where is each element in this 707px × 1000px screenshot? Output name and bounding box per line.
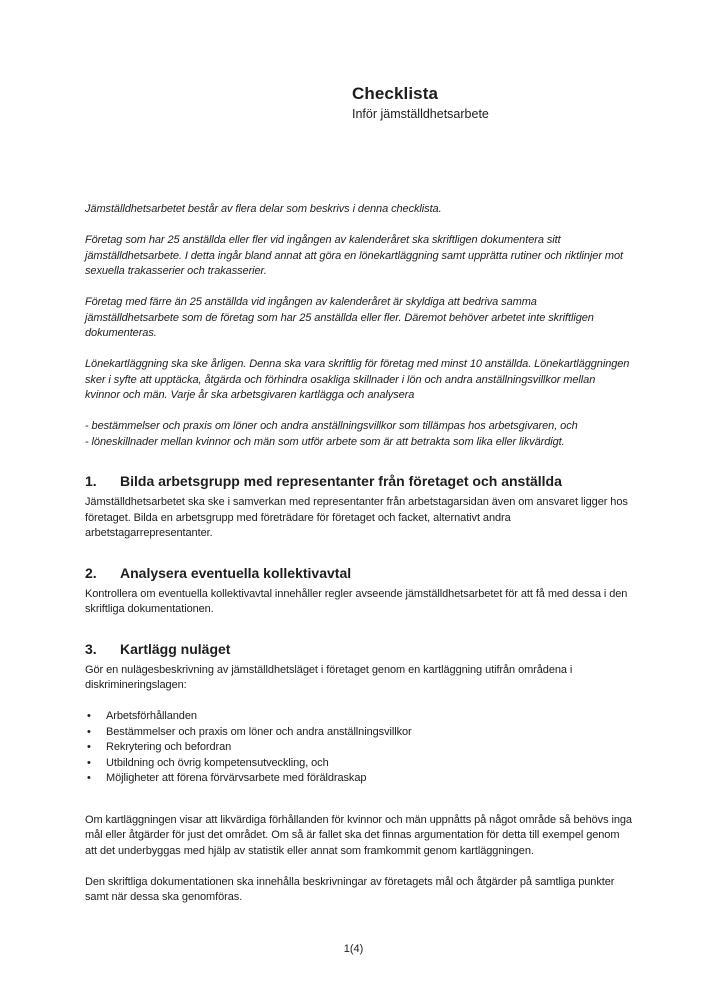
section-1-body: Jämställdhetsarbetet ska ske i samverkan med representanter från arbetstagarsidan även om ansvaret ligger hos företaget. Bilda en arbetsgrupp med företrädare för företaget och facket, alternativt andra arbetstagarrepresentanter. (85, 496, 628, 539)
document-body (85, 202, 633, 921)
section-3-number: 3. (85, 640, 97, 657)
page-number: 1(4) (343, 943, 364, 955)
bullet-marker: • (87, 710, 91, 722)
bullet-marker: • (87, 756, 91, 769)
section-2-title: Analysera eventuella kollektivavtal (120, 564, 352, 581)
section-3-title: Kartlägg nuläget (120, 640, 231, 657)
intro-paragraph-1: Jämställdhetsarbetet består av flera delar som beskrivs i denna checklista. (85, 203, 442, 215)
bullet-item (85, 756, 633, 772)
section-3-body: Gör en nulägesbeskrivning av jämställdhetsläget i företaget genom en kartläggning utifrån områdena i diskrimineringslagen: (85, 663, 573, 691)
document-header (352, 84, 489, 122)
intro-paragraph-2: Företag som har 25 anställda eller fler vid ingången av kalenderåret ska skriftligen dokumentera sitt jämställdhetsarbete. I detta ingår bland annat att göra en lönekartläggning samt upprätta rutiner och riktlinjer mot sexuella trakasserier och trakasserier. (85, 234, 623, 277)
section-2-heading (85, 564, 633, 582)
section-2-body: Kontrollera om eventuella kollektivavtal innehåller regler avseende jämställdhetsarbetet för att få med dessa i den skriftliga dokumentationen. (85, 587, 628, 615)
bullet-marker: • (87, 772, 91, 784)
bullet-item (85, 771, 633, 787)
bullet-text: Bestämmelser och praxis om löner och andra anställningsvillkor (106, 725, 412, 738)
document-title: Checklista (352, 84, 439, 103)
bullet-marker: • (87, 725, 91, 738)
section-3-heading (85, 640, 633, 658)
bullet-text: Rekrytering och befordran (106, 741, 232, 753)
section-2-number: 2. (85, 564, 97, 581)
intro-paragraph-4: Lönekartläggning ska ske årligen. Denna ska vara skriftlig för företag med minst 10 anställda. Lönekartläggningen sker i syfte att upptäcka, åtgärda och förhindra osakliga skillnader i lön och andra anställningsvillkor mellan kvinnor och män. Varje år ska arbetsgivaren kartlägga och analysera (85, 358, 630, 401)
document-subtitle: Inför jämställdhetsarbete (352, 107, 489, 121)
bullet-text: Utbildning och övrig kompetensutveckling, och (106, 756, 329, 769)
section-3-closing-paragraph-2: Den skriftliga dokumentationen ska innehålla beskrivningar av företagets mål och åtgärder på samtliga punkter samt när dessa ska genomföras. (85, 875, 615, 903)
section-1-number: 1. (85, 473, 97, 489)
intro-dash-item-2: - löneskillnader mellan kvinnor och män som utför arbete som är att betrakta som lika eller likvärdigt. (85, 435, 565, 448)
bullet-text: Möjligheter att förena förvärvsarbete med föräldraskap (106, 772, 367, 784)
bullet-item (85, 740, 633, 756)
intro-dash-item-1: - bestämmelser och praxis om löner och andra anställningsvillkor som tillämpas hos arbetsgivaren, och (85, 420, 578, 432)
bullet-marker: • (87, 741, 91, 753)
section-3-closing-paragraph-1: Om kartläggningen visar att likvärdiga förhållanden för kvinnor och män uppnåtts på något område så behövs inga mål eller åtgärder för just det området. Om så är fallet ska det finnas argumentation för detta till exempel genom att det underbyggas med hjälp av statistik eller annat som framkommit genom kartläggningen. (85, 813, 632, 857)
intro-paragraph-3: Företag med färre än 25 anställda vid ingången av kalenderåret är skyldiga att bedriva samma jämställdhetsarbete som de företag som har 25 anställda eller fler. Däremot behöver arbetet inte skriftligen dokumenteras. (85, 296, 594, 339)
bullet-item (85, 709, 633, 725)
section-1-heading (85, 472, 633, 490)
checklist-bullet-list (85, 709, 633, 787)
bullet-item (85, 725, 633, 741)
section-1-title: Bilda arbetsgrupp med representanter från företaget och anställda (120, 473, 562, 489)
bullet-text: Arbetsförhållanden (106, 710, 197, 722)
